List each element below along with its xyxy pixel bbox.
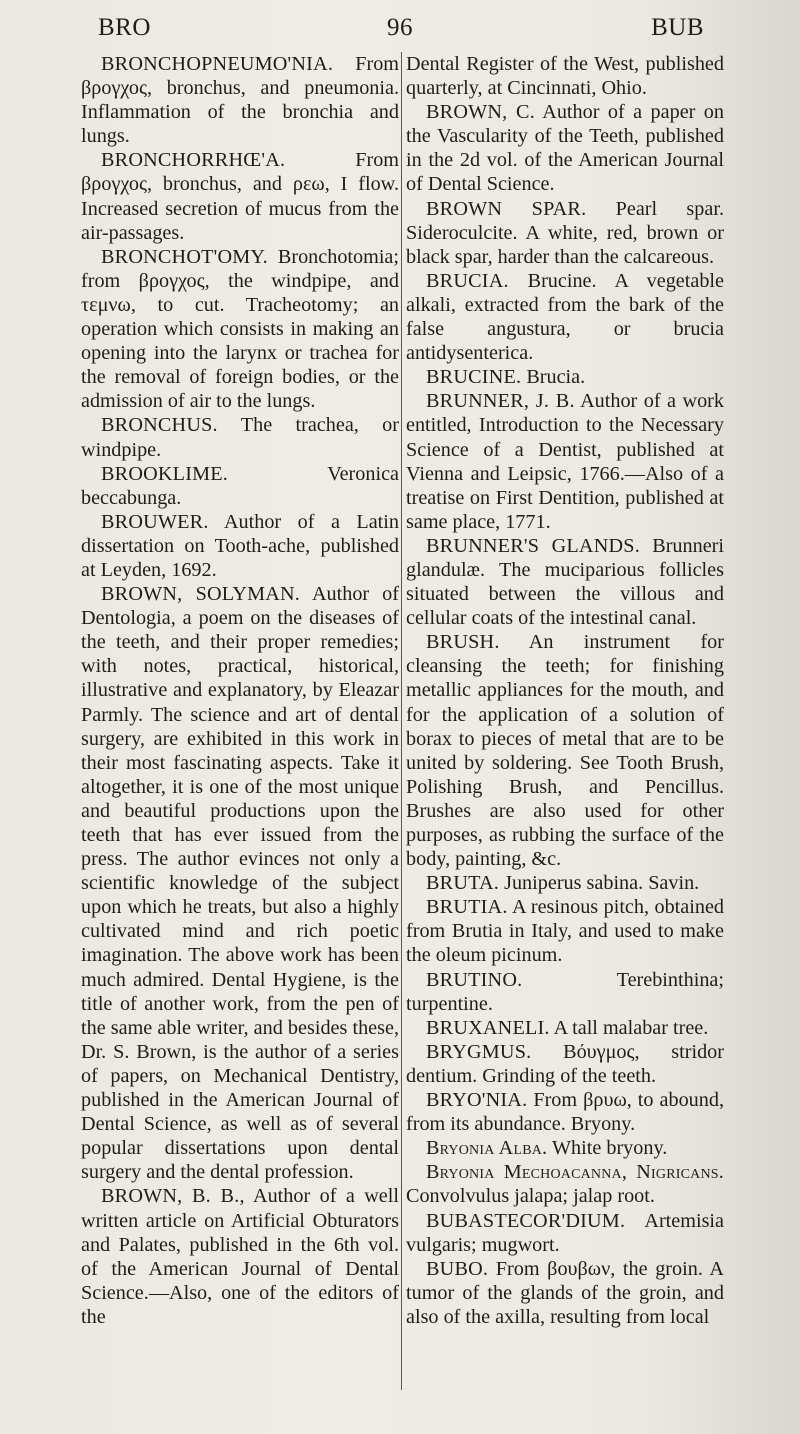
dictionary-entry xyxy=(406,534,724,630)
entry-headword: BRONCHORRHŒ'A. xyxy=(101,149,286,172)
entry-definition: Author of a work entitled, Introduction to the Necessary Science of a Dentist, published at Vienna and Leipsic, 1766.—Also of a treatise on First Dentition, published at same place, 1771. xyxy=(406,390,724,533)
dictionary-entry xyxy=(406,1160,724,1208)
dictionary-entry xyxy=(406,895,724,967)
entry-definition: Βόυγμος, stridor dentium. Grinding of the teeth. xyxy=(406,1040,724,1087)
entry-headword: BRONCHOT'OMY. xyxy=(101,245,268,268)
entry-definition: Pearl spar. Sideroculcite. A white, red, brown or black spar, harder than the calcareous. xyxy=(406,197,724,268)
entry-definition: From βουβων, the groin. A tumor of the glands of the groin, and also of the axilla, resulting from local xyxy=(406,1257,724,1328)
column-rule xyxy=(401,52,402,1390)
entry-definition: Veronica beccabunga. xyxy=(81,462,399,509)
dictionary-entry xyxy=(406,1257,724,1329)
entry-headword: BRONCHUS. xyxy=(101,414,218,437)
entry-headword: BRONCHOPNEUMO'NIA. xyxy=(101,53,334,75)
entry-definition: Juniperus sabina. Savin. xyxy=(499,872,700,895)
entry-definition: A resinous pitch, obtained from Brutia in Italy, and used to make the oleum picinum. xyxy=(406,896,724,967)
entry-headword: Bryonia Alba. xyxy=(426,1137,548,1160)
entry-definition: Brucine. A vegetable alkali, extracted from the bark of the false angustura, or brucia antidysenterica. xyxy=(406,269,724,365)
entry-definition: White bryony. xyxy=(547,1137,668,1160)
entry-definition: Author of a well written article on Artificial Obturators and Palates, published in the 6th vol. of the American Journal of Dental Science.—Also, one of the editors of the xyxy=(81,1185,399,1328)
dictionary-entry xyxy=(406,1016,724,1040)
entry-headword: BRUTINO. xyxy=(426,968,523,991)
dictionary-entry xyxy=(406,1088,724,1136)
dictionary-entry xyxy=(81,52,399,148)
page-number: 96 xyxy=(387,14,413,41)
dictionary-entry xyxy=(406,1040,724,1088)
entry-headword: BRYO'NIA. xyxy=(426,1089,528,1112)
entry-headword: BRUNNER'S GLANDS. xyxy=(426,534,640,557)
left-column xyxy=(81,52,399,1329)
entry-headword: BRYGMUS. xyxy=(426,1040,532,1063)
header-right-guide-word: BUB xyxy=(651,14,704,41)
dictionary-entry xyxy=(81,510,399,582)
entry-definition: Brucia. xyxy=(521,366,586,389)
entry-headword: BROWN SPAR. xyxy=(426,197,587,220)
entry-definition: Brunneri glandulæ. The muciparious follicles situated between the villous and cellular coats of the intestinal canal. xyxy=(406,534,724,630)
dictionary-entry xyxy=(81,413,399,461)
entry-definition: From βρογχος, bronchus, and pneumonia. Inflammation of the bronchia and lungs. xyxy=(81,53,399,148)
entry-definition: Artemisia vulgaris; mugwort. xyxy=(406,1209,724,1256)
dictionary-entry xyxy=(81,462,399,510)
entry-headword: BROUWER. xyxy=(101,510,209,533)
entry-definition: Terebinthina; turpentine. xyxy=(406,968,724,1015)
dictionary-entry xyxy=(406,1209,724,1257)
header-left-guide-word: BRO xyxy=(98,14,151,41)
entry-definition: Author of a Latin dissertation on Tooth-ache, published at Leyden, 1692. xyxy=(81,510,399,581)
dictionary-entry xyxy=(406,269,724,365)
entry-headword: BRUNNER, J. B. xyxy=(426,390,575,413)
dictionary-entry xyxy=(406,968,724,1016)
entry-definition: Author of a paper on the Vascularity of the Teeth, published in the 2d vol. of the American Journal of Dental Science. xyxy=(406,101,724,196)
entry-definition: Dental Register of the West, published quarterly, at Cincinnati, Ohio. xyxy=(406,53,724,100)
entry-headword: BRUXANELI. xyxy=(426,1016,550,1039)
entry-definition: From βρογχος, bronchus, and ρεω, I flow. Increased secretion of mucus from the air-passages. xyxy=(81,149,399,244)
entry-definition: From βρυω, to abound, from its abundance. Bryony. xyxy=(406,1089,724,1136)
entry-headword: BRUTA. xyxy=(426,872,500,895)
entry-definition: A tall malabar tree. xyxy=(549,1016,709,1039)
entry-headword: BRUSH. xyxy=(426,631,500,654)
dictionary-entry xyxy=(406,630,724,871)
entry-definition: The trachea, or windpipe. xyxy=(81,414,399,461)
dictionary-entry xyxy=(406,1136,724,1160)
entry-headword: BRUCIA. xyxy=(426,269,509,292)
dictionary-entry xyxy=(406,365,724,389)
entry-headword: BROWN, SOLYMAN. xyxy=(101,583,301,606)
entry-headword: BROWN, C. xyxy=(426,101,535,124)
dictionary-entry xyxy=(406,389,724,534)
dictionary-entry xyxy=(406,197,724,269)
entry-headword: BRUCINE. xyxy=(426,366,522,389)
entry-definition: Author of Dentologia, a poem on the diseases of the teeth, and their proper remedies; with notes, practical, historical, illustrative and explanatory, by Eleazar Parmly. The science and art of dental surgery, are exhibited in this work in their most fascinating aspects. Take it altogether, it is one of the most unique and beautiful productions upon the teeth that has ever issued from the press. The author evinces not only a scientific knowledge of the subject upon which he treats, but also a highly cultivated mind and rich poetic imagination. The above work has been much admired. Dental Hygiene, is the title of another work, from the pen of the same able writer, and besides these, Dr. S. Brown, is the author of a series of papers, on Mechanical Dentistry, published in the American Journal of Dental Science, as well as of several popular dissertations upon dental surgery and the dental profession. xyxy=(81,583,399,1184)
entry-headword: BUBO. xyxy=(426,1257,489,1280)
dictionary-entry xyxy=(81,582,399,1184)
dictionary-entry xyxy=(406,100,724,196)
entry-headword: BUBASTECOR'DIUM. xyxy=(426,1209,626,1232)
dictionary-entry xyxy=(406,871,724,895)
entry-definition: An instrument for cleansing the teeth; for finishing metallic appliances for the mouth, and for the application of a solution of borax to pieces of metal that are to be united by soldering. See Tooth Brush, Polishing Brush, and Pencillus. Brushes are also used for other purposes, as rubbing the surface of the body, painting, &c. xyxy=(406,631,724,871)
entry-headword: Bryonia Mechoacanna, Nigricans. xyxy=(426,1161,724,1184)
entry-headword: BROWN, B. B., xyxy=(101,1185,245,1208)
dictionary-entry xyxy=(81,148,399,244)
entry-headword: BROOKLIME. xyxy=(101,462,229,485)
dictionary-entry xyxy=(81,1184,399,1329)
dictionary-entry xyxy=(81,245,399,414)
entry-definition: Bronchotomia; from βρογχος, the windpipe, and τεμνω, to cut. Tracheotomy; an operation which consists in making an opening into the larynx or trachea for the removal of foreign bodies, or the admission of air to the lungs. xyxy=(81,245,399,413)
running-header xyxy=(80,14,720,48)
entry-definition: Convolvulus jalapa; jalap root. xyxy=(406,1185,655,1208)
dictionary-entry xyxy=(406,52,724,100)
right-column xyxy=(406,52,724,1329)
entry-headword: BRUTIA. xyxy=(426,896,508,919)
